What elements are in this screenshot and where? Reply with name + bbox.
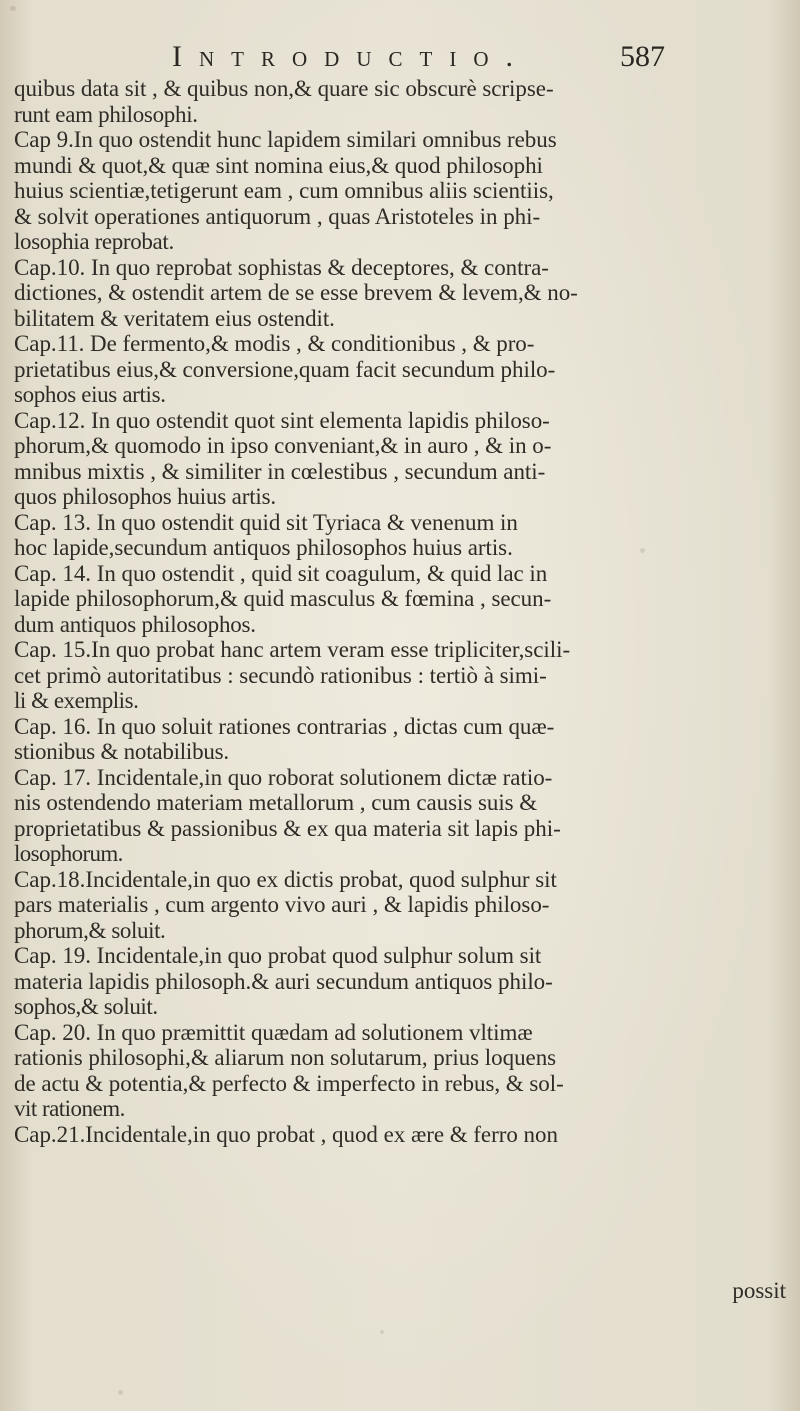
text-line: sophos,& soluit. <box>14 994 158 1019</box>
text-line: vit rationem. <box>14 1096 125 1121</box>
text-line: rationis philosophi,& aliarum non solutarum, prius loquens <box>14 1045 557 1070</box>
foxing-spot <box>380 1330 384 1334</box>
text-line: pars materialis , cum argento vivo auri , & lapidis philoso- <box>14 892 550 917</box>
text-line: & solvit operationes antiquorum , quas Aristoteles in phi- <box>14 203 541 229</box>
text-line: phorum,& soluit. <box>14 917 166 943</box>
text-line: sophos eius artis. <box>14 382 166 407</box>
text-line: losophorum. <box>14 841 123 866</box>
text-line: Cap. 19. Incidentale,in quo probat quod sulphur solum sit <box>14 943 542 968</box>
text-line: prietatibus eius,& conversione,quam facit secundum philo- <box>14 356 556 382</box>
text-line: Cap.21.Incidentale,in quo probat , quod ex ære & ferro non <box>14 1121 558 1147</box>
text-line: Cap.12. In quo ostendit quot sint elementa lapidis philoso- <box>14 407 550 433</box>
text-line: mnibus mixtis , & similiter in cœlestibus , secundum anti- <box>14 458 546 484</box>
text-line: mundi & quot,& quæ sint nomina eius,& quod philosophi <box>14 152 543 178</box>
text-line: dictiones, & ostendit artem de se esse brevem & levem,& no- <box>14 280 578 305</box>
text-line: Cap 9.In quo ostendit hunc lapidem similari omnibus rebus <box>14 127 557 152</box>
foxing-spot <box>118 1390 123 1395</box>
text-line: cet primò autoritatibus : secundò rationibus : tertiò à simi- <box>14 662 547 688</box>
text-line: runt eam philosophi. <box>14 101 198 127</box>
page-number: 587 <box>620 40 665 73</box>
text-line: Cap.11. De fermento,& modis , & conditionibus , & pro- <box>14 331 535 356</box>
text-line: hoc lapide,secundum antiquos philosophos huius artis. <box>14 535 513 560</box>
running-head <box>0 40 800 76</box>
text-line: Cap. 20. In quo præmittit quædam ad solutionem vltimæ <box>14 1019 533 1045</box>
text-line: dum antiquos philosophos. <box>14 611 256 637</box>
catchword-line <box>0 1278 800 1306</box>
text-line: li & exemplis. <box>14 688 139 713</box>
text-line: Cap. 13. In quo ostendit quid sit Tyriaca & venenum in <box>14 509 518 535</box>
text-line: losophia reprobat. <box>14 229 174 254</box>
text-line: Cap. 14. In quo ostendit , quid sit coagulum, & quid lac in <box>14 560 548 586</box>
text-line: stionibus & notabilibus. <box>14 739 229 764</box>
catchword: possit <box>732 1278 786 1303</box>
text-line: huius scientiæ,tetigerunt eam , cum omnibus aliis scientiis, <box>14 178 554 203</box>
foxing-spot <box>10 6 16 11</box>
text-line: Cap. 15.In quo probat hanc artem veram esse tripliciter,scili- <box>14 637 571 662</box>
text-line: phorum,& quomodo in ipso conveniant,& in auro , & in o- <box>14 433 552 458</box>
text-line: quibus data sit , & quibus non,& quare sic obscurè scripse- <box>14 76 554 101</box>
text-line: Cap. 16. In quo soluit rationes contrarias , dictas cum quæ- <box>14 713 555 739</box>
text-line: Cap.10. In quo reprobat sophistas & deceptores, & contra- <box>14 254 549 280</box>
chapter-list <box>14 76 794 1147</box>
text-line: bilitatem & veritatem eius ostendit. <box>14 305 335 331</box>
text-line: proprietatibus & passionibus & ex qua materia sit lapis phi- <box>14 815 561 841</box>
text-line: Cap. 17. Incidentale,in quo roborat solutionem dictæ ratio- <box>14 764 553 790</box>
text-line: nis ostendendo materiam metallorum , cum causis suis & <box>14 790 538 815</box>
text-line: materia lapidis philosoph.& auri secundum antiquos philo- <box>14 968 553 994</box>
text-line: de actu & potentia,& perfecto & imperfecto in rebus, & sol- <box>14 1070 564 1096</box>
running-title: Introductio. <box>172 40 530 73</box>
text-line: Cap.18.Incidentale,in quo ex dictis probat, quod sulphur sit <box>14 866 557 892</box>
text-line: quos philosophos huius artis. <box>14 484 276 509</box>
text-line: lapide philosophorum,& quid masculus & fœmina , secun- <box>14 586 552 611</box>
